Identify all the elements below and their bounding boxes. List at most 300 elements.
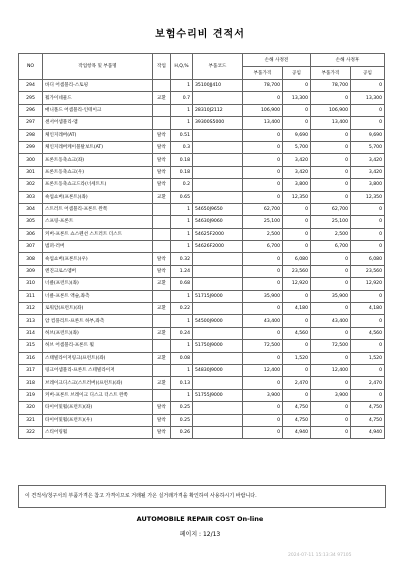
cell-no: 317 (19, 364, 43, 376)
cell-before-labor: 0 (283, 216, 311, 228)
cell-before-parts: 0 (243, 179, 283, 191)
cell-after-labor: 0 (351, 216, 385, 228)
cell-before-parts: 0 (243, 191, 283, 203)
cell-part: 체인지레버(AT) (43, 129, 153, 141)
cell-no: 306 (19, 228, 43, 240)
cell-code: 54650J9650 (193, 203, 243, 215)
page-number: 페이지 : 12/13 (179, 531, 221, 538)
cell-part: 허브(프런트)(좌) (43, 327, 153, 339)
cell-hq: 1 (171, 340, 193, 352)
table-row (19, 253, 385, 265)
cell-after-labor: 3,800 (351, 179, 385, 191)
cell-part: 바디 어셈블리-스토핑 (43, 80, 153, 92)
table-row (19, 290, 385, 302)
cell-after-parts: 0 (311, 402, 351, 414)
table-row (19, 352, 385, 364)
cell-part: 엔진크로스멤버 (43, 265, 153, 277)
cell-no: 315 (19, 340, 43, 352)
cell-code (193, 414, 243, 426)
cell-after-labor: 0 (351, 104, 385, 116)
cell-before-parts: 62,700 (243, 203, 283, 215)
cell-work (153, 315, 171, 327)
cell-after-parts: 12,400 (311, 364, 351, 376)
cell-code (193, 377, 243, 389)
cell-hq: 1.24 (171, 265, 193, 277)
cell-code (193, 179, 243, 191)
col-header-before-labor: 공임 (283, 67, 311, 80)
table-row (19, 364, 385, 376)
cell-part: 커버-프론트 쇼스펜션 스트러트 더스트 (43, 228, 153, 240)
cell-hq: 0.7 (171, 92, 193, 104)
cell-code: 54830J9000 (193, 364, 243, 376)
cell-before-labor: 3,420 (283, 154, 311, 166)
table-row (19, 389, 385, 401)
cell-before-parts: 0 (243, 141, 283, 153)
cell-no: 314 (19, 327, 43, 339)
cell-no: 305 (19, 216, 43, 228)
cell-before-parts: 106,900 (243, 104, 283, 116)
cell-after-labor: 0 (351, 389, 385, 401)
cell-part: 타이어및휠(프런트)(좌) (43, 402, 153, 414)
cell-before-parts: 3,900 (243, 389, 283, 401)
cell-work (153, 340, 171, 352)
cell-after-labor: 23,560 (351, 265, 385, 277)
cell-after-labor: 0 (351, 80, 385, 92)
cell-code (193, 265, 243, 277)
cell-no: 316 (19, 352, 43, 364)
cell-after-labor: 0 (351, 228, 385, 240)
cell-after-parts: 78,700 (311, 80, 351, 92)
cell-work: 교환 (153, 327, 171, 339)
cell-hq: 0.3 (171, 141, 193, 153)
cell-no: 300 (19, 154, 43, 166)
cell-code: 51755J9000 (193, 389, 243, 401)
cell-after-parts: 0 (311, 278, 351, 290)
table-row (19, 179, 385, 191)
cell-after-parts: 43,400 (311, 315, 351, 327)
cell-hq: 1 (171, 364, 193, 376)
cell-before-parts: 13,400 (243, 117, 283, 129)
cell-work: 탈착 (153, 265, 171, 277)
cell-part: 로워암(프런트)(좌) (43, 303, 153, 315)
col-header-code: 부품코드 (193, 54, 243, 80)
cell-after-parts: 0 (311, 166, 351, 178)
cell-hq: 0.13 (171, 377, 193, 389)
cell-work: 탈착 (153, 129, 171, 141)
cell-hq: 0.18 (171, 166, 193, 178)
table-row (19, 278, 385, 290)
cell-work: 교환 (153, 303, 171, 315)
cell-work (153, 389, 171, 401)
cell-no: 302 (19, 179, 43, 191)
cell-part: 암 컴플리트-프론트 하부,좌측 (43, 315, 153, 327)
cell-after-labor: 0 (351, 364, 385, 376)
cell-after-parts: 0 (311, 426, 351, 438)
cell-after-labor: 0 (351, 290, 385, 302)
cell-work: 탈착 (153, 141, 171, 153)
cell-work: 교환 (153, 278, 171, 290)
table-row (19, 303, 385, 315)
cell-after-parts: 0 (311, 141, 351, 153)
cell-before-parts: 6,700 (243, 241, 283, 253)
cell-after-parts: 35,900 (311, 290, 351, 302)
col-header-hq: H,Q,% (171, 54, 193, 80)
cell-hq: 1 (171, 80, 193, 92)
cell-no: 301 (19, 166, 43, 178)
cell-no: 304 (19, 203, 43, 215)
cell-before-parts: 0 (243, 377, 283, 389)
cell-before-labor: 3,800 (283, 179, 311, 191)
cell-code: 54630J9060 (193, 216, 243, 228)
cell-after-parts: 6,700 (311, 241, 351, 253)
cell-before-parts: 0 (243, 303, 283, 315)
cell-hq: 1 (171, 315, 193, 327)
cell-code: 51750J9000 (193, 340, 243, 352)
cell-after-parts: 3,900 (311, 389, 351, 401)
cell-hq: 1 (171, 203, 193, 215)
cell-after-labor: 0 (351, 340, 385, 352)
cell-part: 브레이크디스크(스트러버)(프런트)(좌) (43, 377, 153, 389)
cell-hq: 0.22 (171, 303, 193, 315)
cell-before-labor: 0 (283, 364, 311, 376)
cell-before-labor: 12,350 (283, 191, 311, 203)
cell-before-labor: 3,420 (283, 166, 311, 178)
cell-part: 스티어링휠 (43, 426, 153, 438)
cell-before-parts: 2,500 (243, 228, 283, 240)
cell-no: 297 (19, 117, 43, 129)
col-header-before-parts: 부품가격 (243, 67, 283, 80)
cell-before-labor: 0 (283, 241, 311, 253)
cell-before-labor: 1,520 (283, 352, 311, 364)
table-row (19, 191, 385, 203)
cell-part: 너클(프런트)(좌) (43, 278, 153, 290)
table-row (19, 377, 385, 389)
cell-hq: 0.2 (171, 179, 193, 191)
page-title: 보험수리비 견적서 (155, 29, 245, 40)
col-header-work: 작업 (153, 54, 171, 80)
cell-before-parts: 0 (243, 327, 283, 339)
table-row (19, 80, 385, 92)
cell-hq: 1 (171, 228, 193, 240)
cell-hq: 0.18 (171, 154, 193, 166)
cell-code: 54625F2000 (193, 228, 243, 240)
cell-work: 교환 (153, 92, 171, 104)
cell-part: 스태빌라이저링크(프런트)(좌) (43, 352, 153, 364)
cell-code: 35100JJ410 (193, 80, 243, 92)
cell-after-parts: 0 (311, 154, 351, 166)
cell-after-labor: 4,940 (351, 426, 385, 438)
cell-after-parts: 0 (311, 414, 351, 426)
cell-part: 센서어셈블리-맵 (43, 117, 153, 129)
cell-after-parts: 0 (311, 253, 351, 265)
cell-code (193, 327, 243, 339)
cell-hq: 0.24 (171, 327, 193, 339)
cell-before-parts: 0 (243, 92, 283, 104)
cell-after-parts: 0 (311, 377, 351, 389)
cell-before-parts: 0 (243, 154, 283, 166)
cell-no: 309 (19, 265, 43, 277)
cell-before-parts: 43,400 (243, 315, 283, 327)
cell-hq: 0.51 (171, 129, 193, 141)
cell-before-labor: 0 (283, 340, 311, 352)
cell-code (193, 129, 243, 141)
cell-work (153, 241, 171, 253)
cell-code (193, 141, 243, 153)
col-header-after-parts: 부품가격 (311, 67, 351, 80)
cell-after-labor: 12,920 (351, 278, 385, 290)
cell-no: 312 (19, 303, 43, 315)
cell-part: 매니폴드 어셈블리-인테이크 (43, 104, 153, 116)
table-row (19, 327, 385, 339)
cell-no: 310 (19, 278, 43, 290)
cell-part: 너클-프론트 액슬,좌측 (43, 290, 153, 302)
cell-code (193, 426, 243, 438)
cell-hq: 0.08 (171, 352, 193, 364)
table-row (19, 265, 385, 277)
cell-work (153, 203, 171, 215)
cell-no: 319 (19, 389, 43, 401)
cell-hq: 0.25 (171, 414, 193, 426)
cell-hq: 1 (171, 117, 193, 129)
cell-code (193, 166, 243, 178)
cell-code (193, 92, 243, 104)
cell-before-parts: 78,700 (243, 80, 283, 92)
cell-before-labor: 0 (283, 290, 311, 302)
cell-no: 296 (19, 104, 43, 116)
cell-no: 295 (19, 92, 43, 104)
cell-after-parts: 62,700 (311, 203, 351, 215)
cell-after-parts: 0 (311, 327, 351, 339)
cell-work (153, 364, 171, 376)
cell-code (193, 352, 243, 364)
cell-after-labor: 4,750 (351, 414, 385, 426)
col-header-after-labor: 공임 (351, 67, 385, 80)
table-row (19, 414, 385, 426)
cell-work: 탈착 (153, 414, 171, 426)
estimate-rows (19, 80, 385, 439)
cell-after-labor: 3,420 (351, 166, 385, 178)
cell-work (153, 117, 171, 129)
cell-after-parts: 72,500 (311, 340, 351, 352)
cell-hq: 0.32 (171, 253, 193, 265)
cell-after-labor: 0 (351, 117, 385, 129)
cell-after-labor: 13,300 (351, 92, 385, 104)
table-row (19, 241, 385, 253)
cell-work: 교환 (153, 352, 171, 364)
cell-work (153, 290, 171, 302)
table-row (19, 141, 385, 153)
cell-after-parts: 2,500 (311, 228, 351, 240)
cell-after-labor: 6,080 (351, 253, 385, 265)
cell-before-labor: 9,690 (283, 129, 311, 141)
disclaimer-note: 이 견적서/청구서의 부품가격은 참고 가격이므로 거래될 가온 실거래가격을 확인하여 사용하시기 바랍니다. (18, 485, 386, 508)
cell-before-labor: 2,470 (283, 377, 311, 389)
cell-before-labor: 4,180 (283, 303, 311, 315)
table-row (19, 315, 385, 327)
cell-before-labor: 6,080 (283, 253, 311, 265)
cell-code (193, 191, 243, 203)
table-row (19, 117, 385, 129)
cell-after-labor: 2,470 (351, 377, 385, 389)
cell-after-parts: 0 (311, 129, 351, 141)
cell-before-parts: 0 (243, 278, 283, 290)
cell-no: 318 (19, 377, 43, 389)
cell-before-labor: 4,750 (283, 414, 311, 426)
cell-code (193, 402, 243, 414)
cell-before-parts: 35,900 (243, 290, 283, 302)
col-header-no: NO (19, 54, 43, 80)
cell-part: 스트러트 어셈블리-프론트 완쪽 (43, 203, 153, 215)
cell-after-parts: 0 (311, 352, 351, 364)
col-group-before: 손해 사정전 (243, 54, 311, 67)
cell-after-labor: 0 (351, 315, 385, 327)
cell-no: 307 (19, 241, 43, 253)
table-row (19, 340, 385, 352)
cell-after-labor: 4,180 (351, 303, 385, 315)
cell-code (193, 253, 243, 265)
footer-title: AUTOMOBILE REPAIR COST On-line (136, 515, 264, 523)
cell-part: 스프링-프론트 (43, 216, 153, 228)
cell-before-parts: 72,500 (243, 340, 283, 352)
cell-before-parts: 0 (243, 426, 283, 438)
cell-before-labor: 4,940 (283, 426, 311, 438)
cell-hq: 1 (171, 389, 193, 401)
cell-after-parts: 0 (311, 303, 351, 315)
cell-part: 프론트동축쇼크드라(너세트트) (43, 179, 153, 191)
cell-no: 322 (19, 426, 43, 438)
cell-after-labor: 3,420 (351, 154, 385, 166)
cell-before-parts: 0 (243, 352, 283, 364)
cell-before-labor: 23,560 (283, 265, 311, 277)
cell-after-labor: 9,690 (351, 129, 385, 141)
cell-before-parts: 0 (243, 253, 283, 265)
cell-before-parts: 0 (243, 414, 283, 426)
cell-part: 커버-프론트 브레이크 디스크 더스트 완쪽 (43, 389, 153, 401)
cell-work (153, 80, 171, 92)
cell-after-labor: 4,750 (351, 402, 385, 414)
cell-hq: 0.25 (171, 402, 193, 414)
cell-before-parts: 0 (243, 265, 283, 277)
cell-before-labor: 13,300 (283, 92, 311, 104)
table-row (19, 228, 385, 240)
cell-work: 탈착 (153, 402, 171, 414)
cell-after-parts: 25,100 (311, 216, 351, 228)
cell-after-labor: 5,700 (351, 141, 385, 153)
table-row (19, 216, 385, 228)
table-row (19, 426, 385, 438)
cell-before-labor: 5,700 (283, 141, 311, 153)
cell-before-labor: 4,750 (283, 402, 311, 414)
print-timestamp: 2024-07-11 15:13:34 97105 (288, 553, 352, 558)
cell-work: 탈착 (153, 426, 171, 438)
cell-work: 탈착 (153, 166, 171, 178)
cell-work: 교환 (153, 377, 171, 389)
cell-code: 51715J9000 (193, 290, 243, 302)
estimate-table (18, 53, 385, 439)
cell-after-labor: 0 (351, 241, 385, 253)
cell-code: 54626F2000 (193, 241, 243, 253)
cell-code (193, 278, 243, 290)
table-row (19, 402, 385, 414)
cell-before-labor: 0 (283, 80, 311, 92)
cell-part: 쇽업쇼버(프론트)(우) (43, 253, 153, 265)
cell-after-labor: 1,520 (351, 352, 385, 364)
cell-hq: 1 (171, 241, 193, 253)
cell-before-labor: 0 (283, 389, 311, 401)
cell-hq: 0.26 (171, 426, 193, 438)
cell-before-labor: 0 (283, 315, 311, 327)
cell-after-labor: 4,560 (351, 327, 385, 339)
cell-hq: 1 (171, 216, 193, 228)
cell-hq: 1 (171, 104, 193, 116)
cell-after-parts: 13,400 (311, 117, 351, 129)
cell-part: 휠가이네물드 (43, 92, 153, 104)
cell-before-labor: 0 (283, 104, 311, 116)
table-row (19, 203, 385, 215)
cell-no: 313 (19, 315, 43, 327)
cell-no: 294 (19, 80, 43, 92)
cell-work (153, 228, 171, 240)
cell-before-parts: 25,100 (243, 216, 283, 228)
cell-work: 교환 (153, 191, 171, 203)
cell-after-parts: 106,900 (311, 104, 351, 116)
cell-hq: 1 (171, 290, 193, 302)
table-row (19, 92, 385, 104)
cell-no: 321 (19, 414, 43, 426)
table-row (19, 166, 385, 178)
cell-before-labor: 12,920 (283, 278, 311, 290)
cell-work: 탈착 (153, 179, 171, 191)
col-header-part: 작업항목 및 부품명 (43, 54, 153, 80)
cell-work: 탈착 (153, 253, 171, 265)
cell-hq: 0.65 (171, 191, 193, 203)
cell-part: 프론트동축쇼크(우) (43, 166, 153, 178)
cell-part: 범퍼-러버 (43, 241, 153, 253)
cell-code: 28310J2112 (193, 104, 243, 116)
cell-no: 308 (19, 253, 43, 265)
cell-no: 299 (19, 141, 43, 153)
cell-before-parts: 0 (243, 129, 283, 141)
table-row (19, 154, 385, 166)
cell-before-parts: 0 (243, 166, 283, 178)
cell-code (193, 154, 243, 166)
cell-part: 프론트동축쇼크(좌) (43, 154, 153, 166)
table-row (19, 129, 385, 141)
cell-before-parts: 0 (243, 402, 283, 414)
cell-code: 54500J9000 (193, 315, 243, 327)
cell-part: 쇽업쇼버(프론트)(좌) (43, 191, 153, 203)
cell-before-labor: 0 (283, 228, 311, 240)
cell-no: 298 (19, 129, 43, 141)
cell-before-labor: 4,560 (283, 327, 311, 339)
cell-no: 311 (19, 290, 43, 302)
cell-before-labor: 0 (283, 203, 311, 215)
cell-part: 링크어셈블리-프론트 스테빌라이저 (43, 364, 153, 376)
cell-work (153, 104, 171, 116)
cell-after-parts: 0 (311, 265, 351, 277)
cell-before-parts: 12,400 (243, 364, 283, 376)
cell-code (193, 303, 243, 315)
cell-work: 탈착 (153, 154, 171, 166)
cell-hq: 0.68 (171, 278, 193, 290)
cell-part: 타이어및휠(프런트)(우) (43, 414, 153, 426)
cell-after-parts: 0 (311, 92, 351, 104)
cell-after-labor: 12,350 (351, 191, 385, 203)
table-row (19, 104, 385, 116)
cell-no: 303 (19, 191, 43, 203)
cell-work (153, 216, 171, 228)
cell-part: 허브 어셈블리-프론트 휠 (43, 340, 153, 352)
